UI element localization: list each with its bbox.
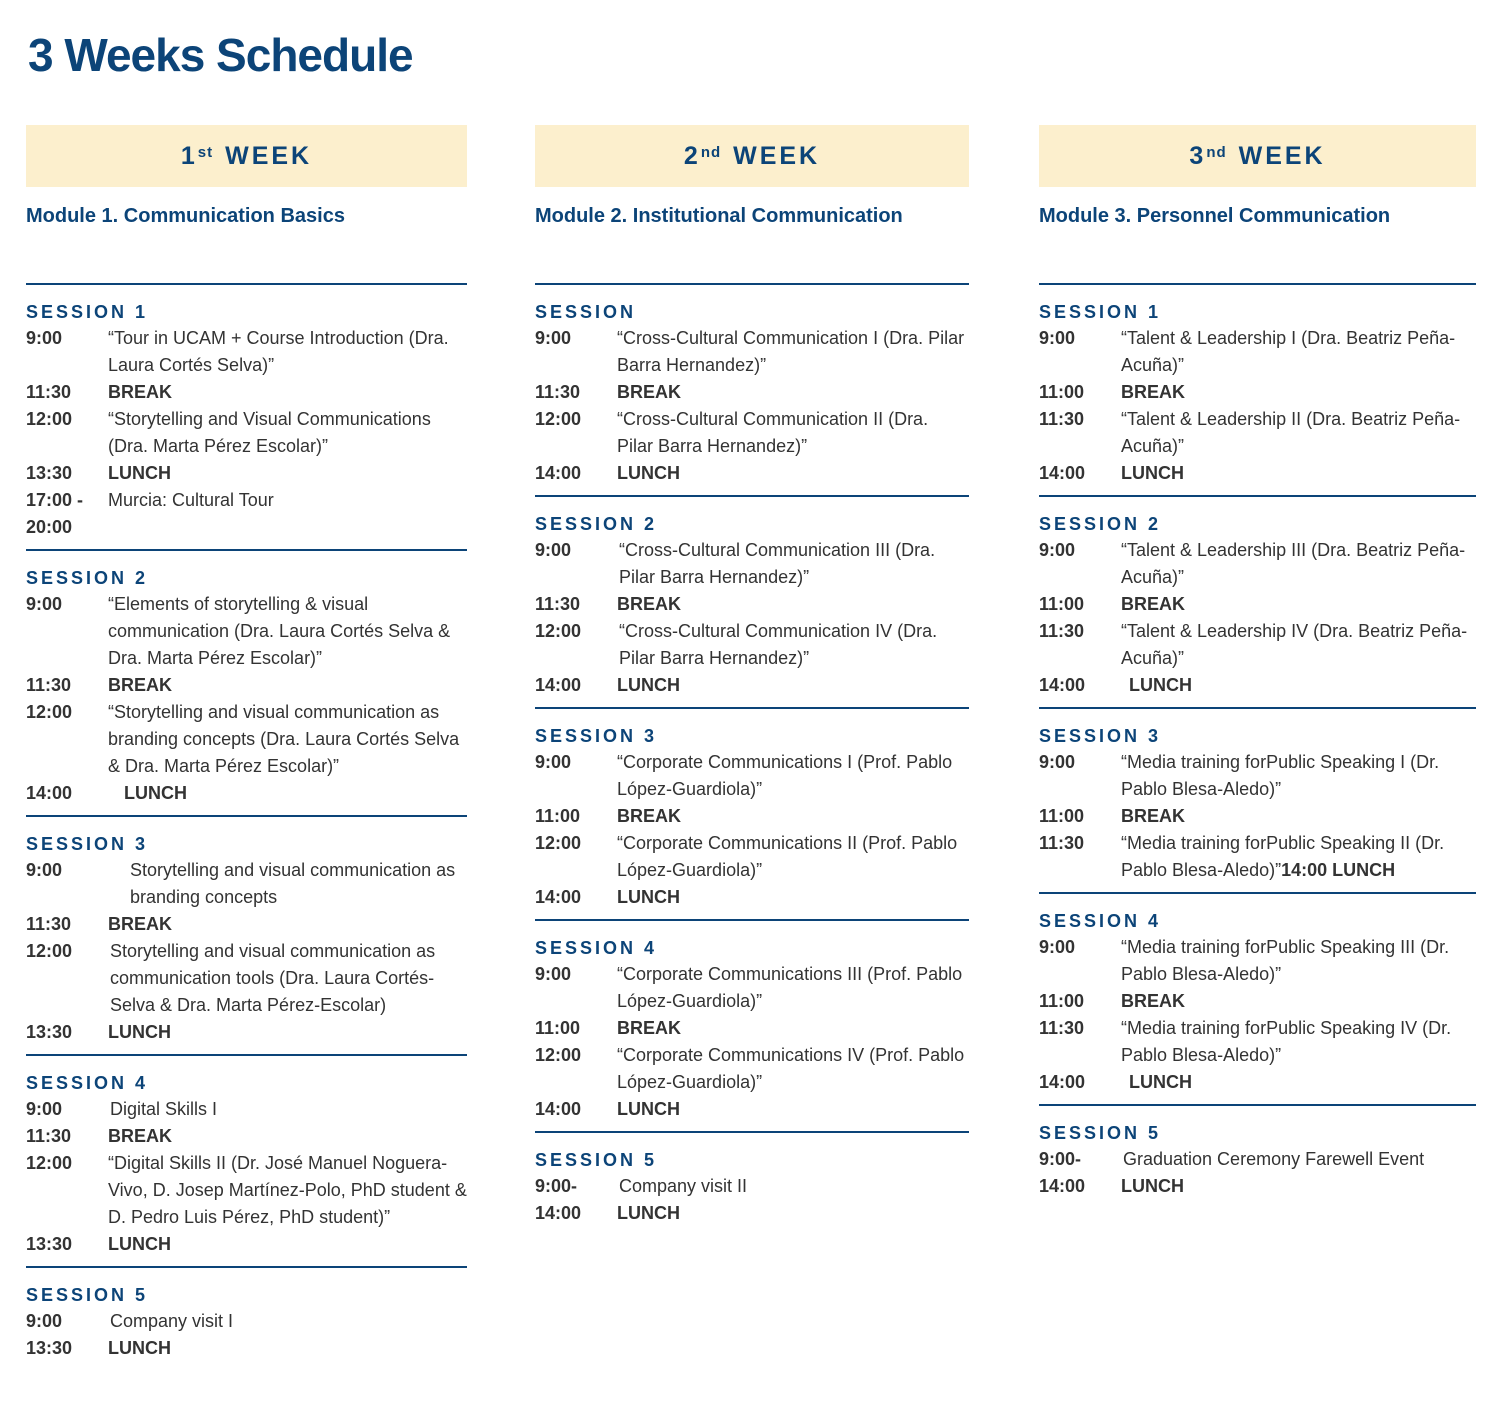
activity-text xyxy=(1121,325,1476,379)
time-slot: 11:00 xyxy=(1039,594,1085,614)
time-slot: 14:00 xyxy=(1039,463,1086,483)
break-label xyxy=(108,1335,467,1362)
time-slot: 13:30 xyxy=(26,1338,73,1358)
session-block xyxy=(26,283,467,549)
time-slot: 13:30 xyxy=(26,463,73,483)
activity-text xyxy=(617,406,969,460)
activity-description: BREAK xyxy=(617,594,682,614)
schedule-row xyxy=(1039,988,1476,1015)
break-label xyxy=(617,1200,969,1227)
schedule-row xyxy=(1039,591,1476,618)
time-slot: 9:00 xyxy=(535,752,572,772)
break-label xyxy=(1121,672,1476,699)
activity-text xyxy=(108,406,467,460)
activity-description: “Media training forPublic Speaking II (Dr. Pablo Blesa-Aledo)” xyxy=(1121,833,1445,880)
break-label xyxy=(1121,1069,1476,1096)
activity-description: “Cross-Cultural Communication II (Dra. Pilar Barra Hernandez)” xyxy=(617,409,929,456)
schedule-row xyxy=(1039,618,1476,672)
activity-text xyxy=(1121,537,1476,591)
activity-text xyxy=(617,830,969,884)
activity-text xyxy=(108,487,467,541)
time-slot: 11:30 xyxy=(1039,1018,1085,1038)
time-slot: 11:00 xyxy=(1039,991,1085,1011)
activity-description: “Elements of storytelling & visual communication (Dra. Laura Cortés Selva & Dra. Marta Pérez Escolar)” xyxy=(108,594,451,668)
schedule-row xyxy=(26,1308,467,1335)
activity-text xyxy=(1121,749,1476,803)
activity-description: LUNCH xyxy=(108,463,171,483)
schedule-row xyxy=(1039,460,1476,487)
time-slot: 14:00 xyxy=(26,783,73,803)
session-block xyxy=(1039,283,1476,495)
time-slot: 9:00 xyxy=(1039,937,1076,957)
schedule-row xyxy=(26,911,467,938)
session-block xyxy=(1039,707,1476,892)
session-title: SESSION 4 xyxy=(535,938,658,958)
schedule-row xyxy=(26,857,467,911)
break-label xyxy=(617,672,969,699)
module-title: Module 1. Communication Basics xyxy=(26,205,345,227)
break-label xyxy=(617,1015,969,1042)
time-slot: 9:00 xyxy=(26,1099,63,1119)
break-label xyxy=(617,803,969,830)
schedule-row xyxy=(26,591,467,672)
schedule-row xyxy=(1039,749,1476,803)
session-title: SESSION 3 xyxy=(1039,726,1162,746)
activity-description: “Tour in UCAM + Course Introduction (Dra. Laura Cortés Selva)” xyxy=(108,328,449,375)
activity-text xyxy=(617,537,969,591)
week-ordinal: nd xyxy=(700,143,722,161)
activity-description: “Talent & Leadership IV (Dra. Beatriz Peña-Acuña)” xyxy=(1121,621,1468,668)
break-label xyxy=(1121,1173,1476,1200)
week-ordinal: st xyxy=(197,143,214,161)
time-slot: 11:30 xyxy=(26,914,72,934)
activity-text xyxy=(108,857,467,911)
schedule-row xyxy=(535,1173,969,1200)
time-slot: 9:00 xyxy=(26,328,63,348)
session-title: SESSION 5 xyxy=(26,1285,149,1305)
time-slot: 11:30 xyxy=(1039,409,1085,429)
schedule-row xyxy=(1039,934,1476,988)
schedule-row xyxy=(1039,537,1476,591)
time-slot: 12:00 xyxy=(26,409,73,429)
time-slot: 12:00 xyxy=(26,1153,73,1173)
time-slot: 11:00 xyxy=(1039,806,1085,826)
schedule-row xyxy=(26,1150,467,1231)
session-title: SESSION 5 xyxy=(1039,1123,1162,1143)
activity-description: “Cross-Cultural Communication I (Dra. Pilar Barra Hernandez)” xyxy=(617,328,965,375)
session-block xyxy=(535,1131,969,1235)
activity-description: LUNCH xyxy=(617,463,680,483)
schedule-row xyxy=(26,325,467,379)
schedule-row xyxy=(1039,672,1476,699)
schedule-row xyxy=(26,1123,467,1150)
break-label xyxy=(108,379,467,406)
activity-text xyxy=(1121,830,1476,884)
activity-description: LUNCH xyxy=(108,1338,171,1358)
time-slot: 14:00 xyxy=(535,1203,582,1223)
time-slot: 14:00 xyxy=(535,1099,582,1119)
time-slot: 9:00 xyxy=(535,328,572,348)
time-slot: 11:30 xyxy=(535,594,581,614)
time-slot: 14:00 xyxy=(1039,1176,1086,1196)
week-label: WEEK xyxy=(1238,141,1326,170)
activity-description: BREAK xyxy=(1121,594,1186,614)
activity-description: Company visit I xyxy=(110,1311,234,1331)
session-title: SESSION 4 xyxy=(26,1073,149,1093)
schedule-row xyxy=(26,1231,467,1258)
activity-text xyxy=(108,1096,467,1123)
break-label xyxy=(1121,803,1476,830)
time-slot: 12:00 xyxy=(535,833,582,853)
activity-description: BREAK xyxy=(108,382,173,402)
schedule-row xyxy=(1039,1015,1476,1069)
time-slot: 14:00 xyxy=(535,887,582,907)
activity-description: LUNCH xyxy=(1129,1072,1192,1092)
break-label xyxy=(108,460,467,487)
activity-description: “Storytelling and visual communication as branding concepts (Dra. Laura Cortés Selva & Dra. Marta Pérez Escolar)” xyxy=(108,702,460,776)
schedule-row xyxy=(535,803,969,830)
schedule-row xyxy=(535,672,969,699)
session-block xyxy=(535,495,969,707)
activity-description: LUNCH xyxy=(108,1022,171,1042)
activity-description: BREAK xyxy=(108,914,173,934)
break-label xyxy=(1121,379,1476,406)
time-slot: 11:30 xyxy=(26,1126,72,1146)
schedule-row xyxy=(26,699,467,780)
activity-description: LUNCH xyxy=(108,1234,171,1254)
activity-text xyxy=(108,938,467,1019)
activity-text xyxy=(108,699,467,780)
session-title: SESSION 2 xyxy=(1039,514,1162,534)
session-block xyxy=(1039,495,1476,707)
time-slot: 17:00 - 20:00 xyxy=(26,490,84,537)
break-label xyxy=(617,460,969,487)
schedule-row xyxy=(26,406,467,460)
break-label xyxy=(617,379,969,406)
session-title: SESSION 2 xyxy=(535,514,658,534)
time-slot: 12:00 xyxy=(26,941,73,961)
time-slot: 9:00 xyxy=(535,964,572,984)
week-column-2 xyxy=(535,125,969,1235)
time-slot: 11:30 xyxy=(1039,621,1085,641)
session-title: SESSION 5 xyxy=(535,1150,658,1170)
time-slot: 9:00 xyxy=(26,1311,63,1331)
time-slot: 12:00 xyxy=(535,1045,582,1065)
schedule-row xyxy=(535,1042,969,1096)
activity-description: Digital Skills I xyxy=(110,1099,218,1119)
activity-text xyxy=(1121,406,1476,460)
break-label xyxy=(108,1019,467,1046)
activity-description: “Talent & Leadership III (Dra. Beatriz Peña-Acuña)” xyxy=(1121,540,1466,587)
week-label: WEEK xyxy=(733,141,821,170)
week-header xyxy=(535,125,969,187)
activity-description: “Digital Skills II (Dr. José Manuel Noguera-Vivo, D. Josep Martínez-Polo, PhD student & D. Pedro Luis Pérez, PhD student)” xyxy=(108,1153,467,1227)
break-label xyxy=(1121,591,1476,618)
activity-description: Murcia: Cultural Tour xyxy=(108,490,274,510)
activity-description: “Corporate Communications IV (Prof. Pablo López-Guardiola)” xyxy=(617,1045,965,1092)
time-slot: 11:30 xyxy=(26,675,72,695)
activity-description: “Storytelling and Visual Communications (Dra. Marta Pérez Escolar)” xyxy=(108,409,431,456)
activity-description: Storytelling and visual communication as branding concepts xyxy=(130,860,456,907)
lunch-inline: 14:00 LUNCH xyxy=(1281,860,1396,880)
schedule-row xyxy=(535,325,969,379)
session-block xyxy=(26,1266,467,1370)
time-slot: 11:00 xyxy=(535,1018,581,1038)
week-number: 3 xyxy=(1189,141,1207,170)
break-label xyxy=(108,1123,467,1150)
break-label xyxy=(108,1231,467,1258)
schedule-row xyxy=(535,1015,969,1042)
time-slot: 9:00- xyxy=(1039,1149,1082,1169)
week-label: WEEK xyxy=(225,141,313,170)
schedule-row xyxy=(26,1019,467,1046)
week-number: 1 xyxy=(180,141,198,170)
activity-description: BREAK xyxy=(108,1126,173,1146)
schedule-row xyxy=(535,379,969,406)
break-label xyxy=(108,780,467,807)
session-block xyxy=(26,549,467,815)
time-slot: 14:00 xyxy=(535,463,582,483)
activity-text xyxy=(1121,1146,1476,1173)
schedule-row xyxy=(535,1096,969,1123)
break-label xyxy=(108,672,467,699)
week-ordinal: nd xyxy=(1206,143,1227,161)
schedule-row xyxy=(26,938,467,1019)
activity-description: “Talent & Leadership II (Dra. Beatriz Peña-Acuña)” xyxy=(1121,409,1461,456)
activity-description: “Talent & Leadership I (Dra. Beatriz Peña-Acuña)” xyxy=(1121,328,1456,375)
schedule-row xyxy=(535,749,969,803)
time-slot: 13:30 xyxy=(26,1022,73,1042)
activity-description: LUNCH xyxy=(1129,675,1192,695)
activity-description: Company visit II xyxy=(619,1176,748,1196)
schedule-row xyxy=(535,618,969,672)
session-block xyxy=(1039,1104,1476,1208)
schedule-row xyxy=(1039,1146,1476,1173)
session-title: SESSION 3 xyxy=(535,726,658,746)
activity-description: LUNCH xyxy=(617,675,680,695)
schedule-row xyxy=(26,460,467,487)
schedule-row xyxy=(1039,1173,1476,1200)
activity-description: Graduation Ceremony Farewell Event xyxy=(1123,1149,1425,1169)
session-title: SESSION 1 xyxy=(26,302,149,322)
time-slot: 11:00 xyxy=(1039,382,1085,402)
activity-description: LUNCH xyxy=(124,783,187,803)
schedule-row xyxy=(1039,830,1476,884)
time-slot: 11:00 xyxy=(535,806,581,826)
activity-description: “Media training forPublic Speaking IV (Dr. Pablo Blesa-Aledo)” xyxy=(1121,1018,1452,1065)
activity-description: “Media training forPublic Speaking III (Dr. Pablo Blesa-Aledo)” xyxy=(1121,937,1450,984)
break-label xyxy=(108,911,467,938)
schedule-row xyxy=(1039,1069,1476,1096)
session-block xyxy=(1039,892,1476,1104)
break-label xyxy=(617,884,969,911)
week-header xyxy=(26,125,467,187)
session-title: SESSION xyxy=(535,302,637,322)
time-slot: 9:00 xyxy=(1039,752,1076,772)
activity-description: “Corporate Communications II (Prof. Pablo López-Guardiola)” xyxy=(617,833,958,880)
time-slot: 12:00 xyxy=(535,409,582,429)
schedule-row xyxy=(535,460,969,487)
activity-description: “Media training forPublic Speaking I (Dr. Pablo Blesa-Aledo)” xyxy=(1121,752,1440,799)
activity-text xyxy=(1121,1015,1476,1069)
activity-description: BREAK xyxy=(617,382,682,402)
session-block xyxy=(535,707,969,919)
time-slot: 9:00- xyxy=(535,1176,578,1196)
activity-text xyxy=(617,1173,969,1200)
session-block xyxy=(535,919,969,1131)
activity-description: BREAK xyxy=(108,675,173,695)
schedule-row xyxy=(535,537,969,591)
activity-description: “Corporate Communications III (Prof. Pablo López-Guardiola)” xyxy=(617,964,963,1011)
activity-description: LUNCH xyxy=(617,887,680,907)
schedule-row xyxy=(26,379,467,406)
break-label xyxy=(1121,988,1476,1015)
break-label xyxy=(617,591,969,618)
time-slot: 9:00 xyxy=(26,594,63,614)
schedule-row xyxy=(26,672,467,699)
activity-description: “Cross-Cultural Communication IV (Dra. Pilar Barra Hernandez)” xyxy=(619,621,938,668)
activity-text xyxy=(108,325,467,379)
time-slot: 9:00 xyxy=(1039,328,1076,348)
activity-text xyxy=(617,749,969,803)
schedule-row xyxy=(1039,325,1476,379)
session-block xyxy=(26,815,467,1054)
schedule-row xyxy=(535,830,969,884)
activity-description: Storytelling and visual communication as communication tools (Dra. Laura Cortés-Selva & Dra. Marta Pérez-Escolar) xyxy=(110,941,436,1015)
time-slot: 9:00 xyxy=(535,540,572,560)
activity-text xyxy=(108,591,467,672)
schedule-row xyxy=(535,961,969,1015)
time-slot: 12:00 xyxy=(535,621,582,641)
time-slot: 9:00 xyxy=(26,860,63,880)
activity-text xyxy=(617,325,969,379)
activity-description: BREAK xyxy=(1121,991,1186,1011)
module-title: Module 3. Personnel Communication xyxy=(1039,205,1391,227)
session-title: SESSION 2 xyxy=(26,568,149,588)
schedule-row xyxy=(26,487,467,541)
activity-text xyxy=(1121,934,1476,988)
schedule-row xyxy=(1039,803,1476,830)
week-header xyxy=(1039,125,1476,187)
schedule-row xyxy=(535,591,969,618)
session-title: SESSION 1 xyxy=(1039,302,1162,322)
time-slot: 9:00 xyxy=(1039,540,1076,560)
module-title: Module 2. Institutional Communication xyxy=(535,205,903,227)
activity-text xyxy=(108,1308,467,1335)
schedule-row xyxy=(535,1200,969,1227)
activity-text xyxy=(617,1042,969,1096)
activity-description: BREAK xyxy=(1121,806,1186,826)
activity-description: “Cross-Cultural Communication III (Dra. Pilar Barra Hernandez)” xyxy=(619,540,936,587)
schedule-row xyxy=(535,884,969,911)
activity-text xyxy=(617,961,969,1015)
activity-description: LUNCH xyxy=(617,1203,680,1223)
activity-description: “Corporate Communications I (Prof. Pablo López-Guardiola)” xyxy=(617,752,953,799)
activity-description: BREAK xyxy=(1121,382,1186,402)
time-slot: 11:30 xyxy=(535,382,581,402)
time-slot: 13:30 xyxy=(26,1234,73,1254)
schedule-row xyxy=(535,406,969,460)
schedule-row xyxy=(26,1335,467,1362)
session-title: SESSION 4 xyxy=(1039,911,1162,931)
week-column-3 xyxy=(1039,125,1476,1208)
time-slot: 11:30 xyxy=(26,382,72,402)
session-block xyxy=(26,1054,467,1266)
activity-text xyxy=(617,618,969,672)
time-slot: 12:00 xyxy=(26,702,73,722)
activity-description: BREAK xyxy=(617,1018,682,1038)
break-label xyxy=(617,1096,969,1123)
activity-description: LUNCH xyxy=(1121,463,1184,483)
time-slot: 11:30 xyxy=(1039,833,1085,853)
page-title: 3 Weeks Schedule xyxy=(28,29,413,81)
time-slot: 14:00 xyxy=(535,675,582,695)
schedule-row xyxy=(26,780,467,807)
schedule-row xyxy=(1039,406,1476,460)
week-number: 2 xyxy=(683,141,701,170)
week-column-1 xyxy=(26,125,467,1370)
activity-description: LUNCH xyxy=(1121,1176,1184,1196)
break-label xyxy=(1121,460,1476,487)
time-slot: 14:00 xyxy=(1039,1072,1086,1092)
schedule-row xyxy=(1039,379,1476,406)
activity-text xyxy=(108,1150,467,1231)
schedule-row xyxy=(26,1096,467,1123)
activity-description: BREAK xyxy=(617,806,682,826)
activity-text xyxy=(1121,618,1476,672)
session-title: SESSION 3 xyxy=(26,834,149,854)
session-block xyxy=(535,283,969,495)
time-slot: 14:00 xyxy=(1039,675,1086,695)
activity-description: LUNCH xyxy=(617,1099,680,1119)
